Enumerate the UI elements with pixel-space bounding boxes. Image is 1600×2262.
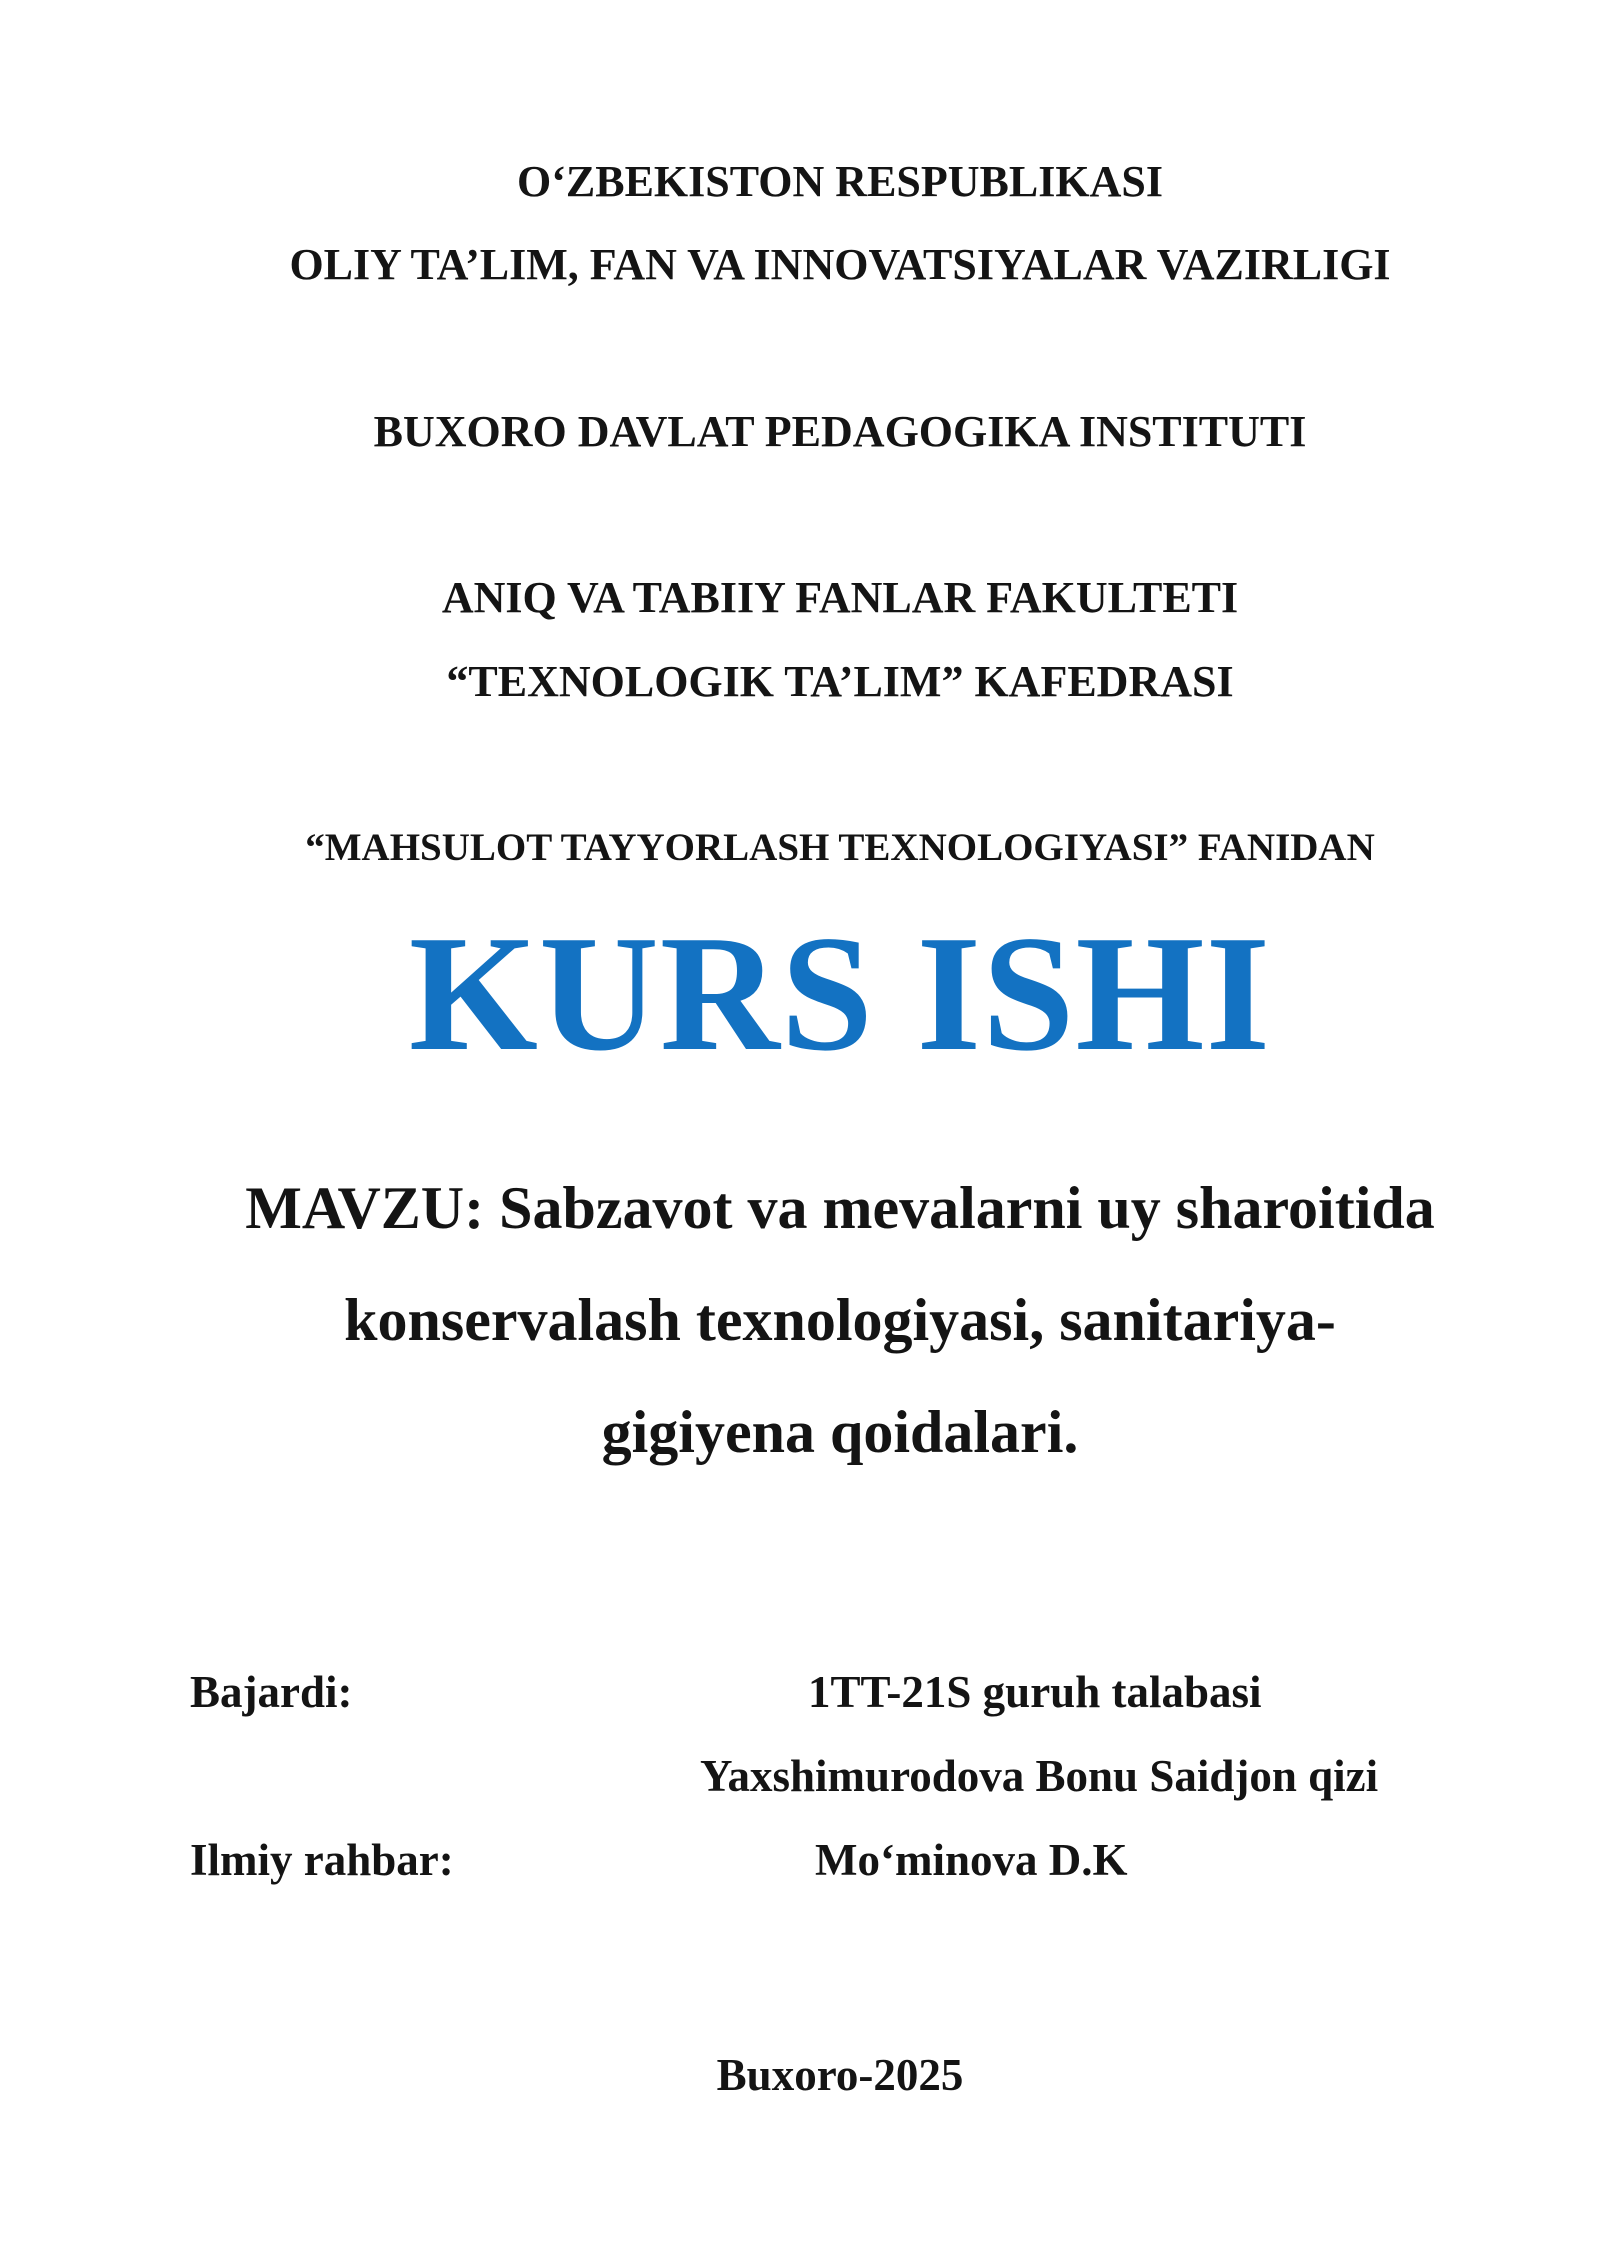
department-heading: “TEXNOLOGIK TA’LIM” KAFEDRASI (446, 657, 1234, 706)
performed-label: Bajardi: (190, 1667, 353, 1717)
subject-heading: “MAHSULOT TAYYORLASH TEXNOLOGIYASI” FANIDAN (305, 826, 1375, 869)
faculty-heading: ANIQ VA TABIIY FANLAR FAKULTETI (441, 573, 1239, 622)
ministry-heading: OLIY TA’LIM, FAN VA INNOVATSIYALAR VAZIRLIGI (289, 240, 1391, 289)
supervisor-label: Ilmiy rahbar: (190, 1835, 454, 1885)
student-name: Yaxshimurodova Bonu Saidjon qizi (700, 1751, 1379, 1801)
document-title: KURS ISHI (408, 901, 1272, 1085)
topic-line-2: konservalash texnologiyasi, sanitariya- (344, 1287, 1336, 1353)
supervisor-name: Mo‘minova D.K (815, 1835, 1128, 1885)
group-value: 1TT-21S guruh talabasi (808, 1667, 1262, 1717)
institute-heading: BUXORO DAVLAT PEDAGOGIKA INSTITUTI (373, 407, 1307, 456)
topic-line-3: gigiyena qoidalari. (601, 1399, 1079, 1465)
topic-line-1: MAVZU: Sabzavot va mevalarni uy sharoitida (245, 1175, 1435, 1241)
republic-heading: O‘ZBEKISTON RESPUBLIKASI (517, 157, 1163, 206)
city-year: Buxoro-2025 (716, 2050, 964, 2100)
